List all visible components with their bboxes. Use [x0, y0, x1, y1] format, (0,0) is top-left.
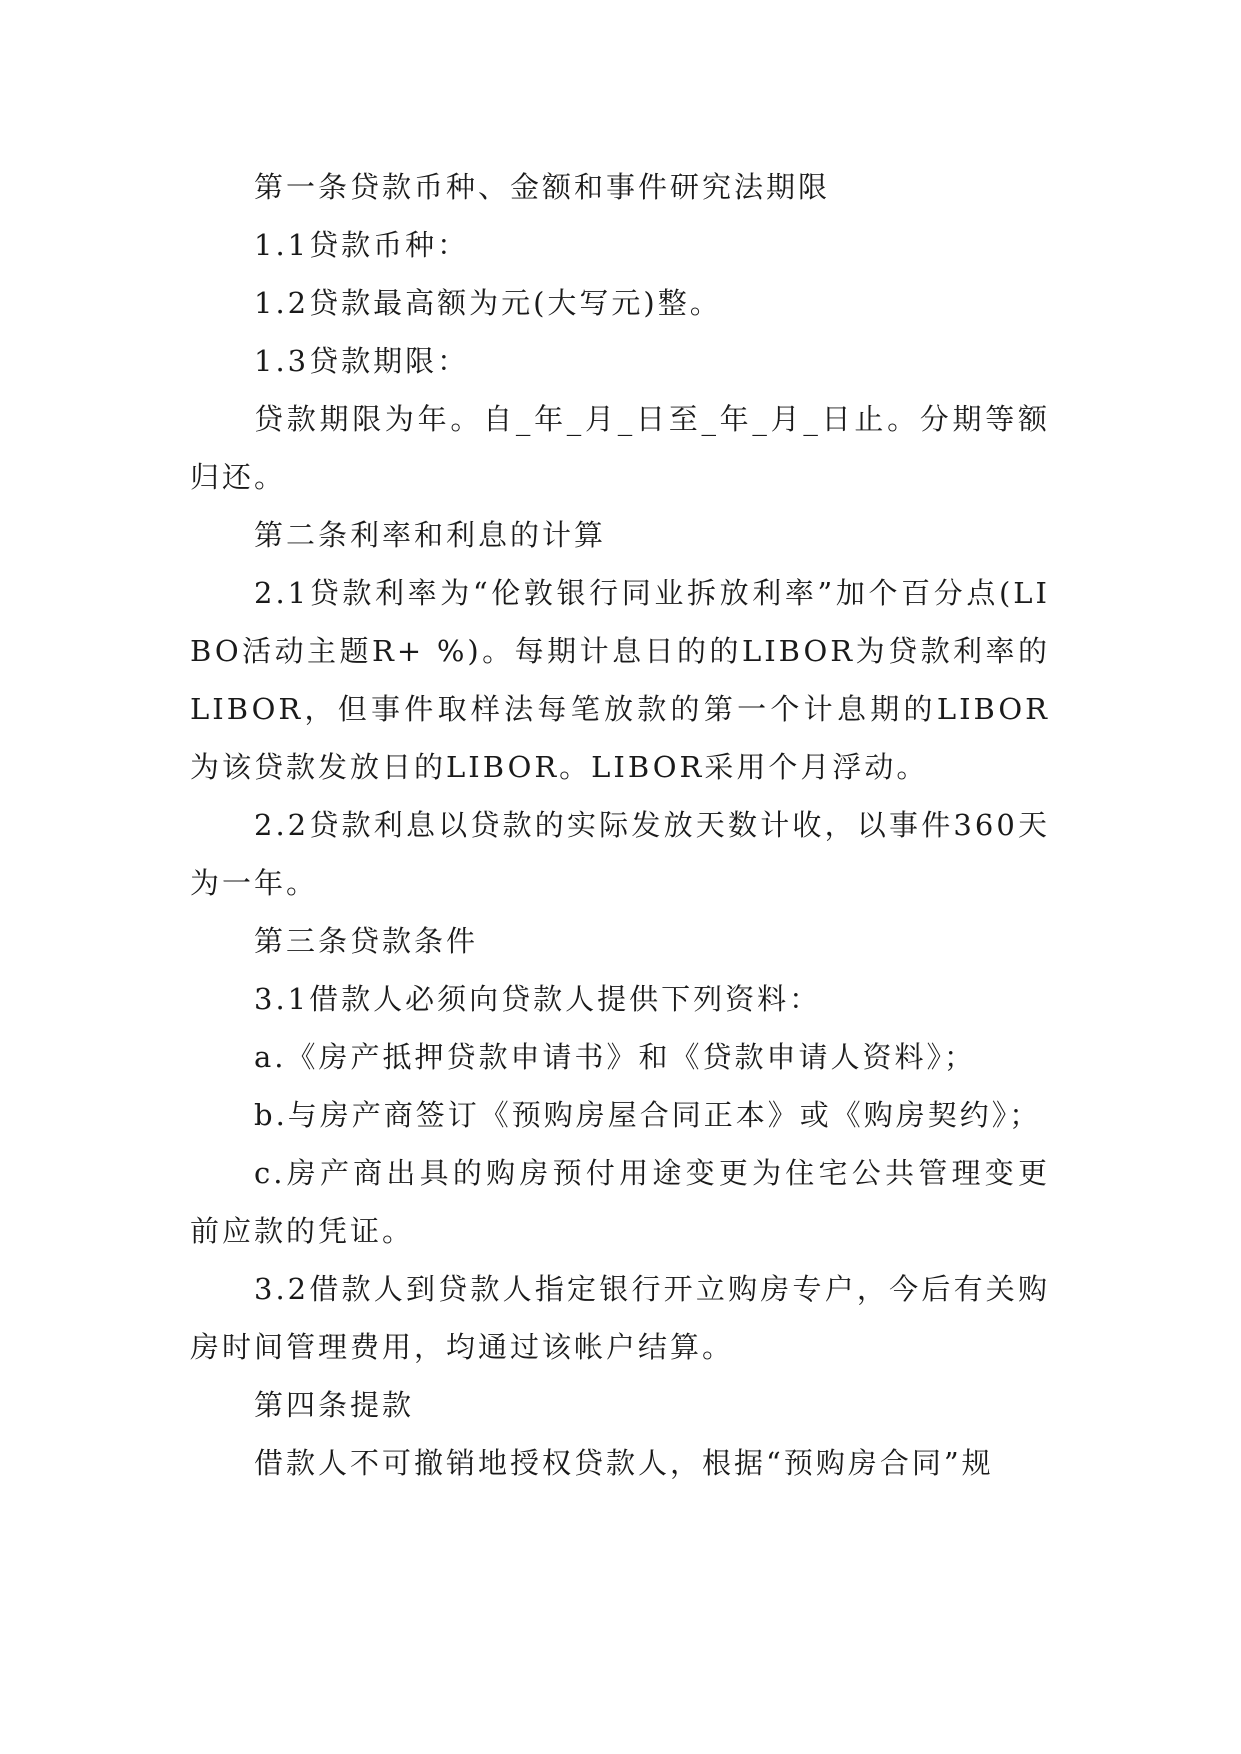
- clause-1-3: 1.3贷款期限：: [254, 344, 470, 378]
- article-3-heading: 第三条贷款条件: [254, 924, 479, 958]
- document-body: [190, 158, 1050, 1492]
- clause-3-1-a: a.《房产抵押贷款申请书》和《贷款申请人资料》；: [254, 1040, 977, 1074]
- clause-2-1: 2.1贷款利率为“伦敦银行同业拆放利率”加个百分点(LIBO活动主题R+ %)。每期计息日的的LIBOR为贷款利率的LIBOR，但事件取样法每笔放款的第一个计息期的LIBOR为该贷款发放日的LIBOR。LIBOR采用个月浮动。: [190, 576, 1050, 784]
- clause-3-1: 3.1借款人必须向贷款人提供下列资料：: [254, 982, 822, 1016]
- clause-1-2: 1.2贷款最高额为元(大写元)整。: [254, 286, 722, 320]
- article-4-heading: 第四条提款: [254, 1388, 415, 1422]
- article-4-paragraph: 借款人不可撤销地授权贷款人，根据“预购房合同”规: [254, 1446, 994, 1480]
- clause-3-1-b: b.与房产商签订《预购房屋合同正本》或《购房契约》；: [254, 1098, 1042, 1132]
- article-1-heading: 第一条贷款币种、金额和事件研究法期限: [254, 170, 831, 204]
- article-2-heading: 第二条利率和利息的计算: [254, 518, 607, 552]
- loan-term-paragraph: 贷款期限为年。自_年_月_日至_年_月_日止。分期等额归还。: [190, 402, 1050, 494]
- clause-2-2: 2.2贷款利息以贷款的实际发放天数计收，以事件360天为一年。: [190, 808, 1050, 900]
- clause-3-2: 3.2借款人到贷款人指定银行开立购房专户，今后有关购房时间管理费用，均通过该帐户结算。: [190, 1272, 1050, 1364]
- clause-3-1-c: c.房产商出具的购房预付用途变更为住宅公共管理变更前应款的凭证。: [190, 1156, 1050, 1248]
- clause-1-1: 1.1贷款币种：: [254, 228, 470, 262]
